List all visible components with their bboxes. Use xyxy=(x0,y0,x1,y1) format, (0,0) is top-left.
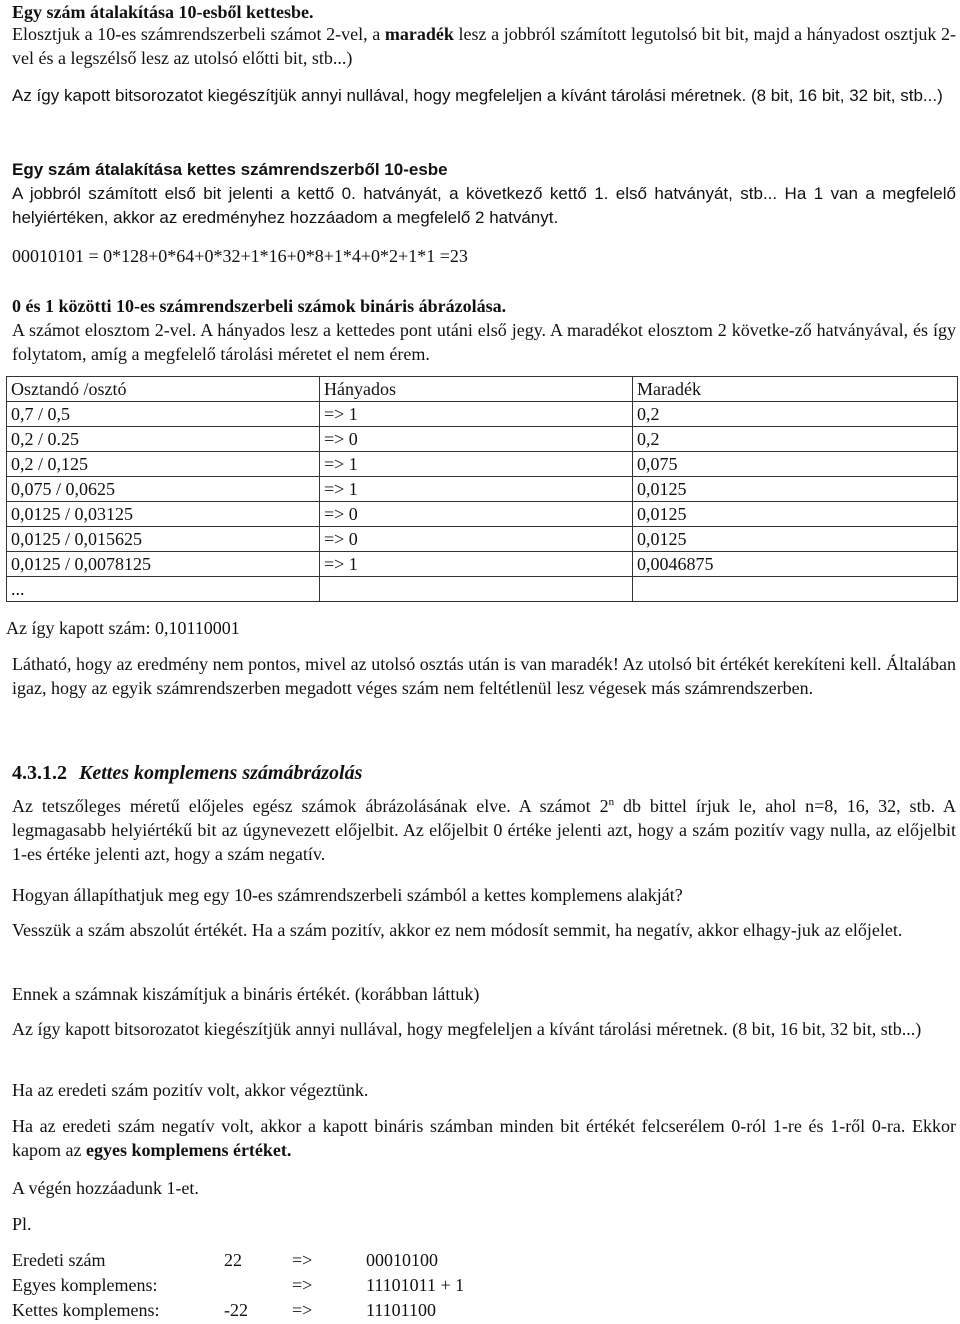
paragraph-step-add-one: A végén hozzáadunk 1-et. xyxy=(12,1178,199,1198)
column-header: Maradék xyxy=(633,377,958,402)
paragraph-padding-note: Az így kapott bitsorozatot kiegészítjük annyi nullával, hogy megfeleljen a kívánt tárolási méretnek. (8 bit, 16 bit, 32 bit, stb...) xyxy=(12,86,943,105)
table-header-row xyxy=(7,377,958,402)
example-row-binary: 00010100 xyxy=(366,1250,438,1270)
example-row-binary: 11101100 xyxy=(366,1300,436,1320)
table-cell: => 0 xyxy=(320,502,633,527)
table-row xyxy=(7,527,958,552)
section-heading xyxy=(12,762,362,785)
paragraph-step-absolute: Vesszük a szám abszolút értékét. Ha a szám pozitív, akkor ez nem módosít semmit, ha negatív, akkor elhagy-juk az előjelet. xyxy=(12,920,903,940)
paragraph-fraction-method: A számot elosztom 2-vel. A hányados lesz a kettedes pont utáni első jegy. A maradékot elosztom 2 követke-ző hatványával, és így folytatom, amíg a megfelelő tárolási méretet el nem érem. xyxy=(12,320,956,364)
table-row xyxy=(7,452,958,477)
bold-term-remainder: maradék xyxy=(384,24,454,44)
table-row xyxy=(7,402,958,427)
table-cell: 0,2 xyxy=(633,402,958,427)
table-cell xyxy=(633,577,958,602)
table-cell: ... xyxy=(7,577,320,602)
fraction-result: Az így kapott szám: 0,10110001 xyxy=(6,618,240,638)
text-part: lesz a jobbról számított legutolsó bit bit, majd a hányadost osztjuk 2-vel és a legszélső lesz az utolsó előtti bit, stb...) xyxy=(12,24,956,68)
text-part: Elosztjuk a 10-es számrendszerbeli számot 2-vel, a xyxy=(12,24,385,44)
table-cell: 0,0125 xyxy=(633,477,958,502)
table-cell: => 0 xyxy=(320,427,633,452)
table-cell: 0,2 / 0,125 xyxy=(7,452,320,477)
table-cell: => 0 xyxy=(320,527,633,552)
table-row xyxy=(7,552,958,577)
table-row xyxy=(7,477,958,502)
heading-bin-to-dec: Egy szám átalakítása kettes számrendszerből 10-esbe xyxy=(12,160,448,179)
paragraph-step-negative xyxy=(12,1114,956,1162)
example-row-arrow: => xyxy=(292,1275,313,1295)
section-number: 4.3.1.2 xyxy=(12,762,67,784)
table-cell: => 1 xyxy=(320,402,633,427)
column-header: Osztandó /osztó xyxy=(7,377,320,402)
fraction-division-table xyxy=(6,376,958,602)
paragraph-precision-note: Látható, hogy az eredmény nem pontos, mivel az utolsó osztás után is van maradék! Az utolsó bit értékét kerekíteni kell. Általában igaz, hogy az egyik számrendszerben megadott véges szám nem feltétlenül lesz végesek más számrendszerben. xyxy=(12,654,956,698)
text-part: Ha az eredeti szám negatív volt, akkor a kapott bináris számban minden bit értékét felcserélem 0-ról 1-re és 1-ről 0-ra. Ekkor kapom az xyxy=(12,1116,956,1160)
table-cell: 0,0046875 xyxy=(633,552,958,577)
table-cell: 0,0125 xyxy=(633,527,958,552)
example-row xyxy=(12,1273,612,1297)
example-row xyxy=(12,1248,612,1272)
column-header: Hányados xyxy=(320,377,633,402)
table-cell: 0,075 / 0,0625 xyxy=(7,477,320,502)
table-cell: => 1 xyxy=(320,452,633,477)
table-cell: 0,075 xyxy=(633,452,958,477)
paragraph-bin-to-dec-method: A jobbról számított első bit jelenti a kettő 0. hatványát, a következő kettő 1. első hatványát, stb... Ha 1 van a megfelelő helyiértéken, akkor az eredményhez hozzáadom a megfelelő 2 hatványt. xyxy=(12,184,956,227)
table-cell: => 1 xyxy=(320,477,633,502)
paragraph-step-binary: Ennek a számnak kiszámítjuk a bináris értékét. (korábban láttuk) xyxy=(12,984,480,1004)
table-cell: 0,0125 / 0,015625 xyxy=(7,527,320,552)
example-row-binary: 11101011 + 1 xyxy=(366,1275,465,1295)
paragraph-dec-to-bin-method xyxy=(12,22,956,70)
paragraph-step-padding: Az így kapott bitsorozatot kiegészítjük annyi nullával, hogy megfeleljen a kívánt tárolási méretnek. (8 bit, 16 bit, 32 bit, stb...) xyxy=(12,1019,922,1039)
bold-term-ones-complement: egyes komplemens értéket. xyxy=(85,1140,292,1160)
example-row xyxy=(12,1298,612,1322)
example-row-arrow: => xyxy=(292,1250,313,1270)
text-part: db bittel írjuk le, ahol n=8, 16, 32, stb. A legmagasabb helyiértékű bit az úgynevezett előjelbit. Az előjelbit 0 értéke jelenti azt, hogy a szám pozitív vagy nulla, az előjelbit 1-es értéke jelenti azt, hogy a szám negatív. xyxy=(12,796,957,864)
example-label: Pl. xyxy=(12,1214,32,1234)
table-cell: 0,7 / 0,5 xyxy=(7,402,320,427)
heading-dec-to-bin: Egy szám átalakítása 10-esből kettesbe. xyxy=(12,2,314,22)
table-row xyxy=(7,502,958,527)
exponent: n xyxy=(608,796,615,808)
example-row-label: Egyes komplemens: xyxy=(12,1275,158,1295)
table-cell: => 1 xyxy=(320,552,633,577)
text-part: Az tetszőleges méretű előjeles egész számok ábrázolásának elve. A számot 2 xyxy=(12,796,609,816)
table-row xyxy=(7,427,958,452)
paragraph-twos-complement-definition xyxy=(12,794,956,866)
table-cell: 0,2 xyxy=(633,427,958,452)
paragraph-question: Hogyan állapíthatjuk meg egy 10-es számrendszerbeli számból a kettes komplemens alakját? xyxy=(12,885,683,905)
example-row-number: -22 xyxy=(224,1300,248,1320)
paragraph-step-positive: Ha az eredeti szám pozitív volt, akkor végeztünk. xyxy=(12,1080,369,1100)
example-row-arrow: => xyxy=(292,1300,313,1320)
example-row-label: Eredeti szám xyxy=(12,1250,106,1270)
example-row-label: Kettes komplemens: xyxy=(12,1300,160,1320)
example-row-number: 22 xyxy=(224,1250,242,1270)
table-cell: 0,0125 / 0,0078125 xyxy=(7,552,320,577)
bin-to-dec-example: 00010101 = 0*128+0*64+0*32+1*16+0*8+1*4+0*2+1*1 =23 xyxy=(12,246,468,266)
table-row xyxy=(7,577,958,602)
table-cell: 0,2 / 0.25 xyxy=(7,427,320,452)
heading-fraction-binary: 0 és 1 közötti 10-es számrendszerbeli számok bináris ábrázolása. xyxy=(12,296,507,316)
section-title: Kettes komplemens számábrázolás xyxy=(79,762,363,784)
table-cell xyxy=(320,577,633,602)
table-cell: 0,0125 xyxy=(633,502,958,527)
table-cell: 0,0125 / 0,03125 xyxy=(7,502,320,527)
